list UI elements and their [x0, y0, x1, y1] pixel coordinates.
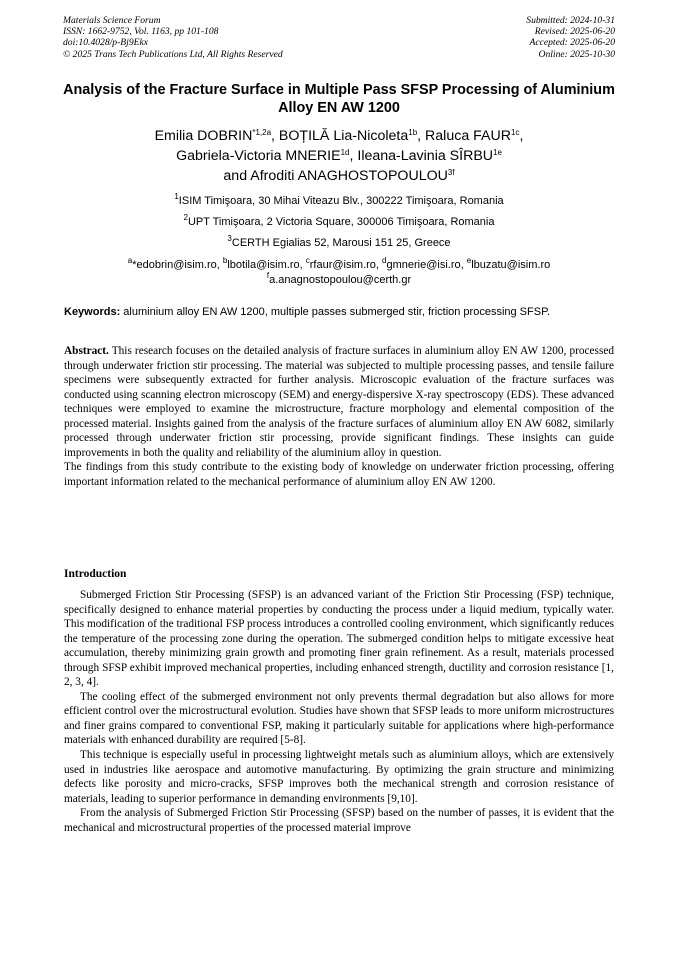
abstract: [64, 344, 614, 489]
journal-name: Materials Science Forum: [63, 15, 161, 26]
affiliation-3: $^3$CERTH Egialias 52, Marousi 151 25, Greece: [227, 234, 451, 249]
email-link[interactable]: *edobrin@isim.ro,: [132, 259, 223, 271]
email-link[interactable]: a.anagnostopoulou@certh.gr: [269, 273, 412, 286]
author-name: Raluca FAUR: [425, 128, 511, 144]
submitted-date: Submitted: 2024-10-31: [526, 15, 615, 26]
author-emails: [60, 258, 618, 287]
intro-paragraph: Submerged Friction Stir Processing (SFSP) is an advanced variant of the Friction Stir Processing (FSP) technique, specifically designed to enhance material properties by conducting the process under a liquid medium, typically water. This modification of the traditional FSP process introduces a controlled cooling environment, which significantly reduces the temperature of the processing zone during the operation. The submerged condition helps to mitigate excessive heat accumulation, thereby minimizing grain growth and promoting finer grain refinement. As a result, materials processed through SFSP exhibit improved mechanical properties, including enhanced strength, ductility and corrosion resistance [1, 2, 3, 4].: [64, 589, 614, 689]
author-list: [60, 127, 618, 186]
journal-info: [63, 15, 283, 60]
keywords-label: Keywords:: [64, 306, 121, 318]
abstract-paragraph-2: The findings from this study contribute to the existing body of knowledge on underwater friction processing, offering important information related to the mechanical performance of aluminium alloy EN AW 1200.: [64, 461, 614, 488]
publication-dates: [526, 15, 615, 60]
copyright-line: © 2025 Trans Tech Publications Ltd, All Rights Reserved: [63, 48, 283, 60]
author-sup: 3f: [447, 167, 455, 177]
author-line-2: Gabriela-Victoria $MNERIE^{1d}$, Ileana-Lavinia $SÎRBU^{1e}$: [176, 147, 502, 164]
keywords-text: aluminium alloy EN AW 1200, multiple passes submerged stir, friction processing SFSP.: [120, 306, 551, 318]
revised-date: Revised: 2025-06-20: [534, 26, 615, 38]
author-sup: 1c: [511, 128, 520, 137]
doi-line: doi:10.4028/p-Bj9Ekx: [63, 37, 148, 49]
affiliation-1: $^1$ISIM Timişoara, 30 Mihai Viteazu Blv., 300222 Timişoara, Romania: [174, 192, 504, 207]
author-line-1: Emilia $DOBRIN^{*1,2a}$, BOȚILĂ Lia-Nicoleta$^{1b}$, Raluca $FAUR^{1c}$,: [154, 128, 524, 144]
author-name: Ileana-Lavinia SÎRBU: [357, 147, 494, 164]
intro-paragraph: The cooling effect of the submerged environment not only prevents thermal degradation but also allows for more efficient control over the microstructural evolution. Studies have shown that SFSP leads to more uniform microstructures and finer grains compared to conventional FSP, making it particularly suitable for applications where high-performance materials with enhanced durability are required [5-8].: [64, 690, 614, 747]
abstract-label: Abstract.: [64, 345, 109, 357]
intro-paragraph: From the analysis of Submerged Friction Stir Processing (SFSP) based on the number of passes, it is evident that the mechanical and microstructural properties of the processed material improve: [64, 807, 614, 834]
abstract-paragraph-1: Abstract. This research focuses on the detailed analysis of fracture surfaces in aluminium alloy EN AW 1200, processed through underwater friction stir processing. The material was subjected to multiple processing passes, and tensile failure specimens were subsequently extracted for further analysis. Microscopic evaluation of the fracture surfaces was conducted using scanning electron microscopy (SEM) and energy-dispersive X-ray spectroscopy (EDS). These advanced techniques were employed to examine the microstructure, fracture morphology and elemental composition of the processed material. Insights gained from the analysis of the fracture surfaces of aluminium alloy EN AW 6082, similarly processed through underwater friction stir processing, provide significant findings. These insights can guide improvements in both the quality and reliability of the aluminium alloy in question.: [64, 345, 614, 459]
author-name: and Afroditi ANAGHOSTOPOULOU: [223, 167, 448, 184]
introduction-body: [64, 588, 614, 835]
affiliation-2: $^2$UPT Timişoara, 2 Victoria Square, 300006 Timişoara, Romania: [183, 213, 495, 228]
author-name: Gabriela-Victoria MNERIE: [176, 147, 341, 164]
accepted-date: Accepted: 2025-06-20: [529, 37, 615, 49]
issn-line: ISSN: 1662-9752, Vol. 1163, pp 101-108: [63, 26, 219, 38]
author-sup: 1b: [408, 128, 418, 137]
email-link[interactable]: lbotila@isim.ro,: [227, 259, 306, 271]
author-sup: 1d: [340, 147, 350, 157]
email-line-1: $^a$*edobrin@isim.ro, $^b$lbotila@isim.ro, $^c$rfaur@isim.ro, $^d$gmnerie@isi.ro, $^e$lbuzatu@isim.ro: [127, 256, 551, 271]
email-line-2: $^f$a.anagnostopoulou@certh.gr: [266, 270, 412, 286]
paper-title: Analysis of the Fracture Surface in Multiple Pass SFSP Processing of Aluminium Alloy EN AW 1200: [63, 82, 615, 116]
section-heading-introduction: Introduction: [64, 568, 127, 580]
author-sup: 1e: [493, 147, 502, 157]
author-name: BOȚILĂ Lia-Nicoleta: [278, 128, 409, 144]
author-sup: *1,2a: [252, 128, 272, 137]
keywords: [64, 305, 616, 319]
intro-paragraph: This technique is especially useful in processing lightweight metals such as aluminium alloys, which are extensively used in industries like aerospace and automotive manufacturing. By optimizing the grain structure and minimizing defects like porosity and micro-cracks, SFSP improves both the mechanical strength and corrosion resistance of materials, leading to superior performance in demanding environments [9,10].: [64, 749, 614, 805]
online-date: Online: 2025-10-30: [538, 48, 615, 60]
author-line-3: [60, 167, 618, 187]
author-name: Emilia DOBRIN: [154, 128, 253, 144]
email-link[interactable]: lbuzatu@isim.ro: [471, 259, 551, 271]
email-link[interactable]: gmnerie@isi.ro,: [386, 259, 467, 271]
email-link[interactable]: rfaur@isim.ro,: [309, 259, 383, 271]
